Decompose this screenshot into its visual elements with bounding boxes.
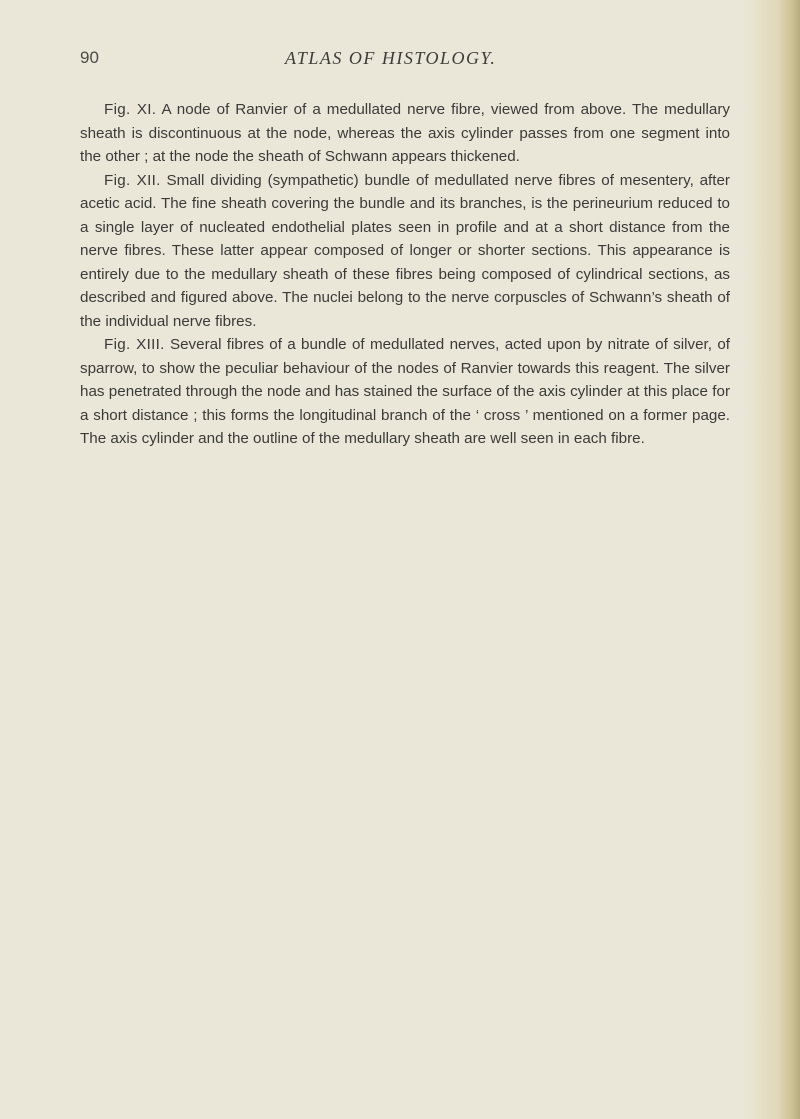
figure-description: Several fibres of a bundle of medullated nerves, acted upon by nitrate of silver, of sparrow, to show the peculiar behaviour of the nodes of Ranvier towards this reagent. The silver has penetrated through the node and has stained the surface of the axis cylinder at this place for a short distance ; this forms the longitudinal branch of the ‘ cross ’ mentioned on a former page. The axis cylinder and the outline of the medullary sheath are well seen in each fibre.	[80, 336, 730, 447]
figure-caption-xiii	[80, 333, 730, 451]
figure-caption-xii	[80, 169, 730, 334]
figure-label: Fig. XII.	[104, 171, 161, 189]
figure-description: Small dividing (sympathetic) bundle of medullated nerve fibres of mesentery, after acetic acid. The fine sheath covering the bundle and its branches, is the perineurium reduced to a single layer of nucleated endothelial plates seen in profile and at a short distance from the nerve fibres. These latter appear composed of longer or shorter sections. This appearance is entirely due to the medullary sheath of these fibres being composed of cylindrical sections, as described and figured above. The nuclei belong to the nerve corpuscles of Schwann’s sheath of the individual nerve fibres.	[80, 171, 730, 330]
figure-caption-xi	[80, 98, 730, 169]
page-edge-shadow	[778, 0, 800, 1119]
figure-label: Fig. XI.	[104, 101, 157, 118]
page-number: 90	[80, 48, 99, 67]
running-title: ATLAS OF HISTOLOGY.	[285, 48, 497, 68]
figure-description: A node of Ranvier of a medullated nerve fibre, viewed from above. The medullary sheath is discontinuous at the node, whereas the axis cylinder passes from one segment into the other ; at the node the sheath of Schwann appears thickened.	[80, 101, 730, 165]
page-header	[80, 48, 730, 78]
body-text	[80, 98, 730, 451]
figure-label: Fig. XIII.	[104, 336, 165, 353]
